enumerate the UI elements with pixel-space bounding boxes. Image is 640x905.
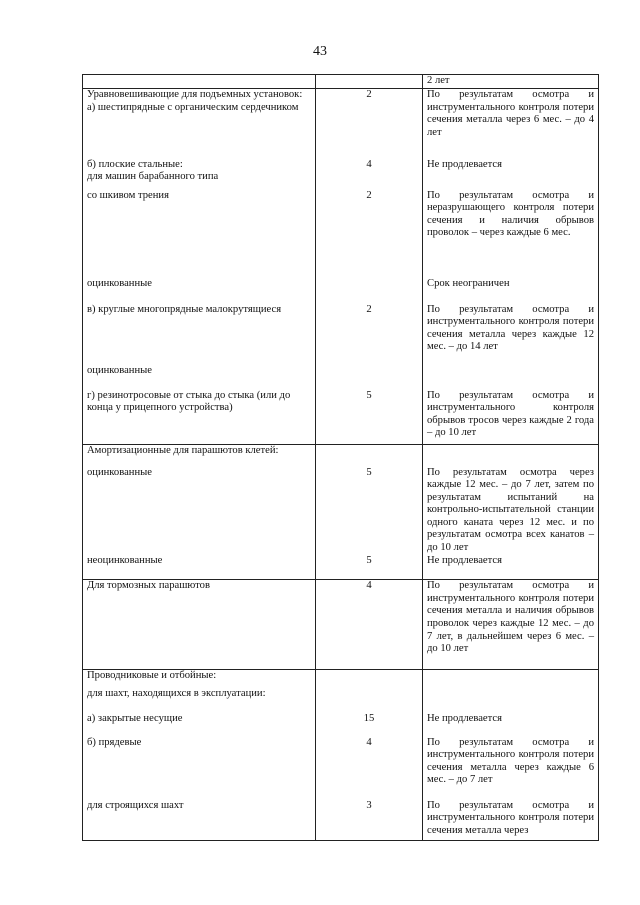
service-years-cell: 4 [316, 580, 423, 670]
table-row [83, 365, 599, 390]
rope-type-cell: Проводниковые и отбойные: [83, 670, 316, 688]
extension-condition-cell: По результатам осмотра и инструментального контроля потери сечения металла через 6 мес. – до 4 лет [423, 89, 599, 159]
rope-type-cell: для шахт, находящихся в эксплуатации: [83, 688, 316, 713]
service-years-cell: 2 [316, 89, 423, 159]
service-years-cell [316, 278, 423, 304]
service-years-cell [316, 688, 423, 713]
rope-type-cell: оцинкованные [83, 365, 316, 390]
service-years-cell: 5 [316, 390, 423, 445]
service-years-cell: 5 [316, 555, 423, 580]
table-row [83, 670, 599, 688]
service-years-cell [316, 75, 423, 89]
table-row [83, 390, 599, 445]
service-years-cell [316, 445, 423, 467]
extension-condition-cell: Не продлевается [423, 159, 599, 190]
table-row [83, 555, 599, 580]
extension-condition-cell: По результатам осмотра и инструментального контроля потери сечения металла через [423, 800, 599, 841]
extension-condition-cell: По результатам осмотра и инструментального контроля потери сечения металла через каждые 6 мес. – до 7 лет [423, 737, 599, 800]
extension-condition-cell: По результатам осмотра через каждые 12 мес. – до 7 лет, затем по результатам испытаний на контрольно-испытательной станции одного каната через 12 мес. и по результатам осмотра всех канатов – до 10 лет [423, 467, 599, 555]
service-years-cell: 4 [316, 737, 423, 800]
service-years-cell: 2 [316, 304, 423, 365]
extension-condition-cell: 2 лет [423, 75, 599, 89]
rope-type-cell: Для тормозных парашютов [83, 580, 316, 670]
extension-condition-cell: По результатам осмотра и неразрушающего контроля потери сечения и наличия обрывов проволок – через каждые 6 мес. [423, 190, 599, 278]
rope-type-cell: б) плоские стальные: для машин барабанного типа [83, 159, 316, 190]
extension-condition-cell: Срок неограничен [423, 278, 599, 304]
extension-condition-cell: По результатам осмотра и инструментального контроля потери сечения металла и наличия обрывов проволок через каждые 12 мес. – до 7 лет, в дальнейшем через 6 мес. – до 10 лет [423, 580, 599, 670]
rope-type-cell: оцинкованные [83, 278, 316, 304]
rope-type-cell: Амортизационные для парашютов клетей: [83, 445, 316, 467]
table-row [83, 304, 599, 365]
table-row [83, 800, 599, 841]
service-years-cell: 5 [316, 467, 423, 555]
table-row [83, 445, 599, 467]
rope-type-cell: в) круглые многопрядные малокрутящиеся [83, 304, 316, 365]
extension-condition-cell: По результатам осмотра и инструментального контроля обрывов тросов через каждые 2 года – до 10 лет [423, 390, 599, 445]
service-years-cell: 4 [316, 159, 423, 190]
rope-type-cell: а) закрытые несущие [83, 713, 316, 737]
service-years-cell [316, 670, 423, 688]
extension-condition-cell: Не продлевается [423, 555, 599, 580]
rope-type-cell: б) прядевые [83, 737, 316, 800]
rope-type-cell: г) резинотросовые от стыка до стыка (или до конца у прицепного устройства) [83, 390, 316, 445]
rope-type-cell: неоцинкованные [83, 555, 316, 580]
table-row [83, 278, 599, 304]
service-years-cell: 2 [316, 190, 423, 278]
rope-type-cell [83, 75, 316, 89]
rope-type-cell: для строящихся шахт [83, 800, 316, 841]
rope-type-cell: оцинкованные [83, 467, 316, 555]
table-row [83, 737, 599, 800]
extension-condition-cell [423, 688, 599, 713]
table-row [83, 159, 599, 190]
service-years-cell: 15 [316, 713, 423, 737]
service-years-cell [316, 365, 423, 390]
extension-condition-cell: Не продлевается [423, 713, 599, 737]
table-row [83, 580, 599, 670]
extension-condition-cell [423, 445, 599, 467]
ropes-service-life-table [82, 74, 599, 841]
extension-condition-cell [423, 670, 599, 688]
table-row [83, 75, 599, 89]
table-row [83, 190, 599, 278]
service-years-cell: 3 [316, 800, 423, 841]
rope-type-cell: со шкивом трения [83, 190, 316, 278]
rope-type-cell: Уравновешивающие для подъемных установок: а) шестипрядные с органическим сердечником [83, 89, 316, 159]
table-row [83, 89, 599, 159]
table-row [83, 467, 599, 555]
extension-condition-cell [423, 365, 599, 390]
table-row [83, 688, 599, 713]
page-number: 43 [313, 44, 327, 59]
extension-condition-cell: По результатам осмотра и инструментального контроля потери сечения металла через каждые 12 мес. – до 14 лет [423, 304, 599, 365]
table-row [83, 713, 599, 737]
